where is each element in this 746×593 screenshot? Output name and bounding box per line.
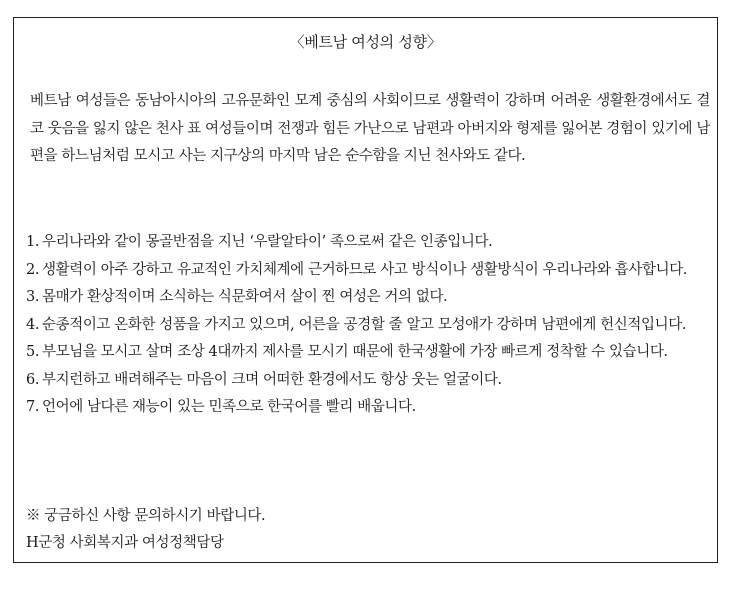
trait-list <box>26 229 712 422</box>
list-item-number: 5. <box>26 344 40 360</box>
list-item <box>26 284 712 312</box>
list-item <box>26 339 712 367</box>
list-item-text: 부모님을 모시고 살며 조상 4대까지 제사를 모시기 때문에 한국생활에 가장 빠르게 정착할 수 있습니다. <box>42 344 668 360</box>
document-title: 〈베트남 여성의 성향〉 <box>289 33 442 51</box>
inquiry-note: ※ 궁금하신 사항 문의하시기 바랍니다. <box>26 508 266 524</box>
list-item-number: 3. <box>26 289 40 305</box>
list-item <box>26 394 712 422</box>
document-box <box>13 17 718 563</box>
list-item-number: 6. <box>26 371 40 388</box>
intro-paragraph: 베트남 여성들은 동남아시아의 고유문화인 모계 중심의 사회이므로 생활력이 강하며 어려운 생활환경에서도 결코 웃음을 잃지 않은 천사 표 여성들이며 전쟁과 힘든 가난으로 남편과 아버지와 형제를 잃어본 경험이 있기에 남편을 하느님처럼 모시고 사는 지구상의 마지막 남은 순수함을 지닌 천사와도 같다. <box>30 93 710 164</box>
list-item-number: 4. <box>26 316 40 333</box>
list-item-number: 2. <box>26 261 40 278</box>
department-signature: H군청 사회복지과 여성정책담당 <box>26 535 224 551</box>
list-item <box>26 257 712 285</box>
list-item-number: 1. <box>26 234 40 250</box>
list-item-text: 생활력이 아주 강하고 유교적인 가치체계에 근거하므로 사고 방식이나 생활방식이 우리나라와 흡사합니다. <box>42 261 688 278</box>
list-item-number: 7. <box>26 399 40 415</box>
list-item-text: 몸매가 환상적이며 소식하는 식문화여서 살이 찐 여성은 거의 없다. <box>42 289 448 305</box>
list-item-text: 순종적이고 온화한 성품을 가지고 있으며, 어른을 공경할 줄 알고 모성애가 강하며 남편에게 헌신적입니다. <box>42 316 687 333</box>
list-item-text: 우리나라와 같이 몽골반점을 지닌 ‘우랄알타이’ 족으로써 같은 인종입니다. <box>42 234 493 250</box>
list-item <box>26 312 712 340</box>
list-item <box>26 367 712 395</box>
list-item-text: 부지런하고 배려해주는 마음이 크며 어떠한 환경에서도 항상 웃는 얼굴이다. <box>42 371 502 388</box>
list-item <box>26 229 712 257</box>
list-item-text: 언어에 남다른 재능이 있는 민족으로 한국어를 빨리 배웁니다. <box>42 399 416 415</box>
